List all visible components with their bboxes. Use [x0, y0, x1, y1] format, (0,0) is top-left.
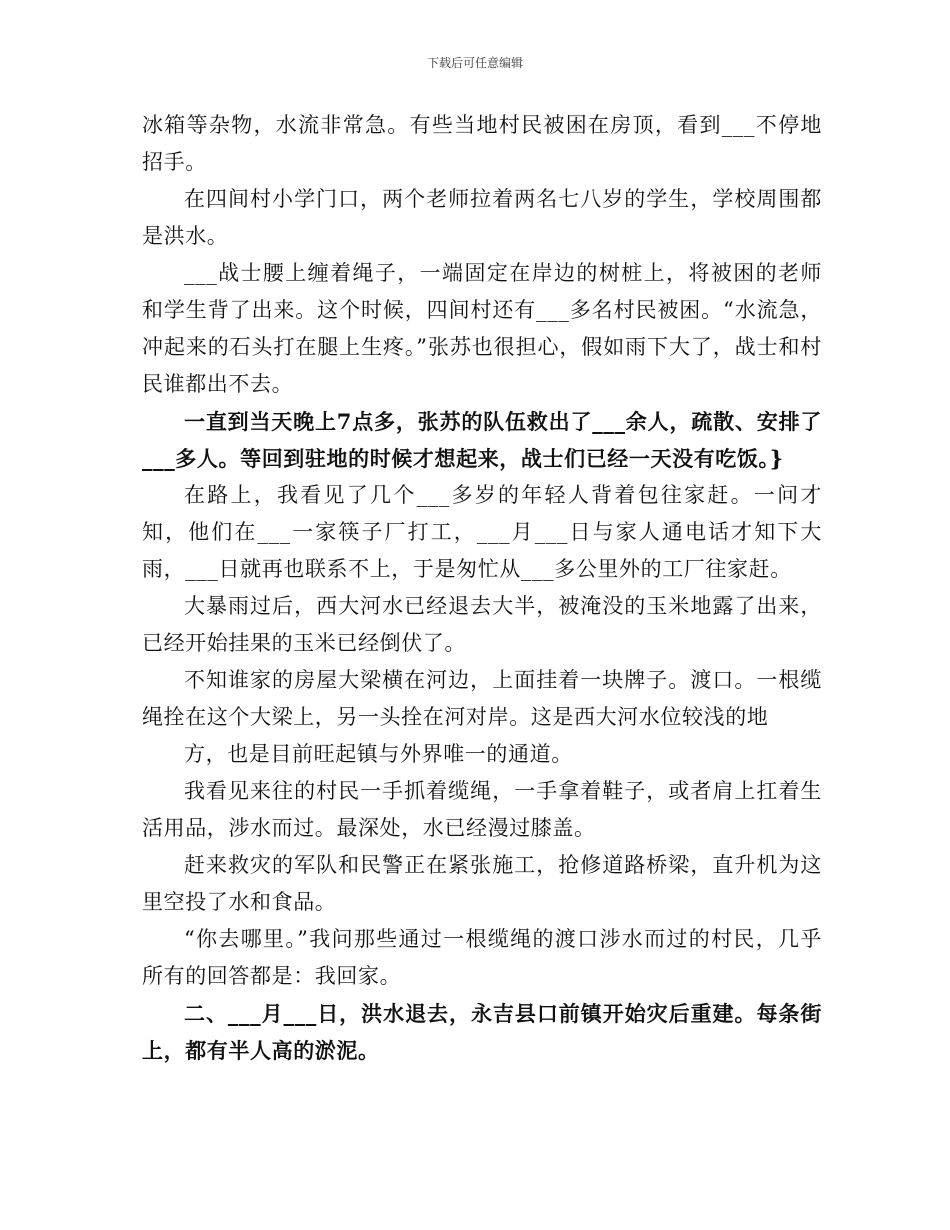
paragraph-3: ___战士腰上缠着绳子，一端固定在岸边的树桩上，将被困的老师和学生背了出来。这个时候，四间村还有___多名村民被困。“水流急，冲起来的石头打在腿上生疼。”张苏也很担心，假如雨下大了，战士和村民谁都出不去。: [142, 261, 822, 396]
document-body: [142, 107, 822, 1069]
paragraph-7: 不知谁家的房屋大梁横在河边，上面挂着一块牌子。渡口。一根缆绳拴在这个大梁上，另一头拴在河对岸。这是西大河水位较浅的地: [142, 668, 822, 729]
paragraph-2: 在四间村小学门口，两个老师拉着两名七八岁的学生，学校周围都是洪水。: [142, 187, 822, 248]
paragraph-8: 方，也是目前旺起镇与外界唯一的通道。: [184, 742, 573, 766]
paragraph-6: 大暴雨过后，西大河水已经退去大半，被淹没的玉米地露了出来，已经开始挂果的玉米已经倒伏了。: [142, 594, 822, 655]
paragraph-10: 赶来救灾的军队和民警正在紧张施工，抢修道路桥梁，直升机为这里空投了水和食品。: [142, 853, 822, 914]
paragraph-12: 二、___月___日，洪水退去，永吉县口前镇开始灾后重建。每条街上，都有半人高的淤泥。: [142, 1001, 822, 1063]
page-header: 下载后可任意编辑: [426, 56, 523, 70]
paragraph-9: 我看见来往的村民一手抓着缆绳，一手拿着鞋子，或者肩上扛着生活用品，涉水而过。最深处，水已经漫过膝盖。: [142, 779, 822, 840]
paragraph-1: 冰箱等杂物，水流非常急。有些当地村民被困在房顶，看到___不停地招手。: [142, 113, 822, 174]
paragraph-5: 在路上，我看见了几个___多岁的年轻人背着包往家赶。一问才知，他们在___一家筷子厂打工，___月___日与家人通电话才知下大雨，___日就再也联系不上，于是匆忙从___多公里外的工厂往家赶。: [142, 483, 822, 581]
paragraph-4: 一直到当天晚上7点多，张苏的队伍救出了___余人，疏散、安排了___多人。等回到驻地的时候才想起来，战士们已经一天没有吃饭。}: [142, 409, 822, 471]
paragraph-11: “你去哪里。”我问那些通过一根缆绳的渡口涉水而过的村民，几乎所有的回答都是：我回家。: [142, 927, 822, 988]
